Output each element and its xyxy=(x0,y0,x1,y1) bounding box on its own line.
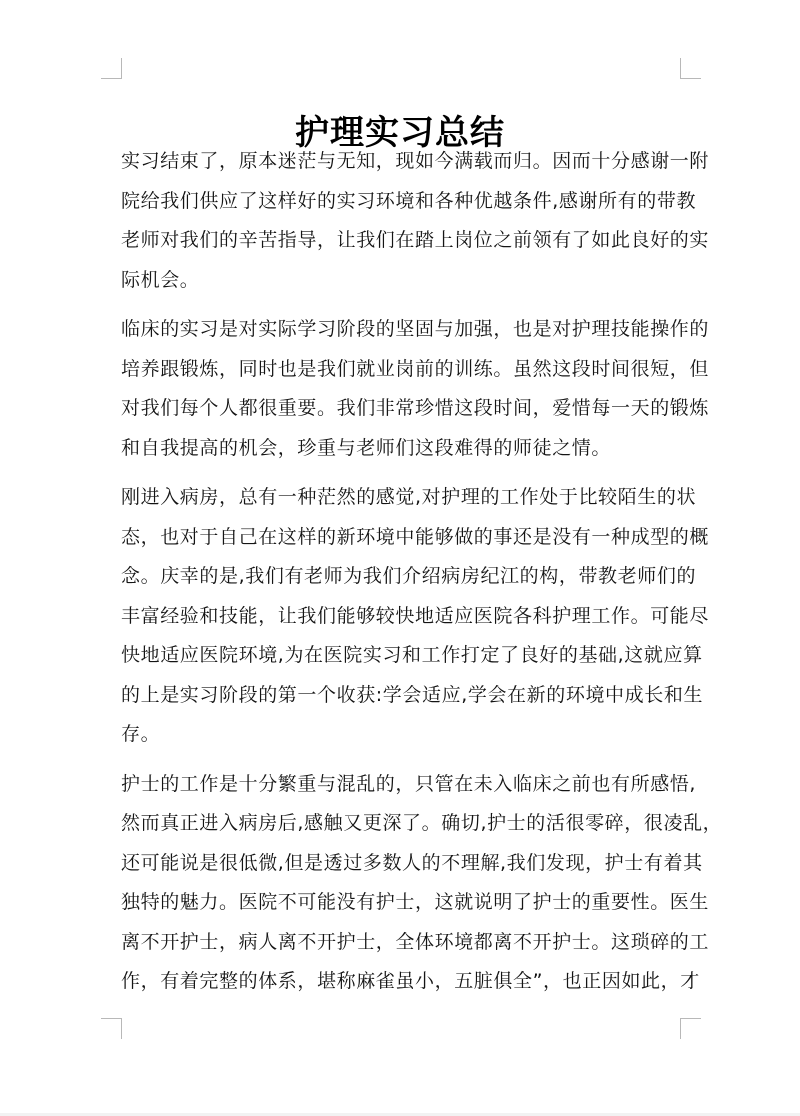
paragraph-3 xyxy=(121,478,710,755)
text-line: 实习结束了，原本迷茫与无知，现如今满载而归。因而十分感谢一附 xyxy=(121,150,710,172)
document-title: 护理实习总结 xyxy=(295,112,505,153)
margin-corner-mark-top-right xyxy=(680,58,701,79)
paragraph-2 xyxy=(121,310,710,468)
text-line: 的上是实习阶段的第一个收获:学会适应,学会在新的环境中成长和生 xyxy=(121,683,704,706)
document-body xyxy=(121,142,723,1012)
text-line: 护士的工作是十分繁重与混乱的，只管在未入临床之前也有所感悟, xyxy=(121,772,697,795)
text-line: 培养跟锻炼，同时也是我们就业岗前的训练。虽然这段时间很短，但 xyxy=(121,357,710,380)
text-line: 丰富经验和技能，让我们能够较快地适应医院各科护理工作。可能尽 xyxy=(121,604,710,627)
text-line: 老师对我们的辛苦指导，让我们在踏上岗位之前领有了如此良好的实 xyxy=(121,229,710,251)
text-line: 对我们每个人都很重要。我们非常珍惜这段时间，爱惜每一天的锻炼 xyxy=(121,397,710,419)
text-line: 存。 xyxy=(121,723,161,745)
text-line: 还可能说是很低微,但是透过多数人的不理解,我们发现，护士有着其 xyxy=(121,851,703,874)
text-line: 和自我提高的机会，珍重与老师们这段难得的师徒之情。 xyxy=(121,436,612,459)
text-line: 快地适应医院环境,为在医院实习和工作打定了良好的基础,这就应算 xyxy=(121,644,703,666)
margin-corner-mark-bottom-right xyxy=(680,1018,701,1039)
text-line: 独特的魅力。医院不可能没有护士，这就说明了护士的重要性。医生 xyxy=(121,891,710,913)
margin-corner-mark-top-left xyxy=(101,58,122,79)
margin-corner-mark-bottom-left xyxy=(101,1018,122,1039)
text-line: 刚进入病房，总有一种茫然的感觉,对护理的工作处于比较陌生的状 xyxy=(121,486,697,508)
text-line: 院给我们供应了这样好的实习环境和各种优越条件,感谢所有的带教 xyxy=(121,189,697,212)
paragraph-1 xyxy=(121,142,710,300)
text-line: 际机会。 xyxy=(121,268,200,291)
text-line: 念。庆幸的是,我们有老师为我们介绍病房纪江的构，带教老师们的 xyxy=(121,565,697,587)
text-line: 作，有着完整的体系，堪称麻雀虽小，五脏俱全”，也正因如此，才 xyxy=(121,970,700,992)
text-line: 离不开护士，病人离不开护士，全体环境都离不开护士。这琐碎的工 xyxy=(121,930,710,953)
text-line: 临床的实习是对实际学习阶段的坚固与加强，也是对护理技能操作的 xyxy=(121,318,710,340)
text-line: 态，也对于自己在这样的新环境中能够做的事还是没有一种成型的概 xyxy=(121,525,710,548)
paragraph-4 xyxy=(121,765,723,1002)
text-line: 然而真正进入病房后,感触又更深了。确切,护士的活很零碎，很凌乱， xyxy=(121,812,723,834)
